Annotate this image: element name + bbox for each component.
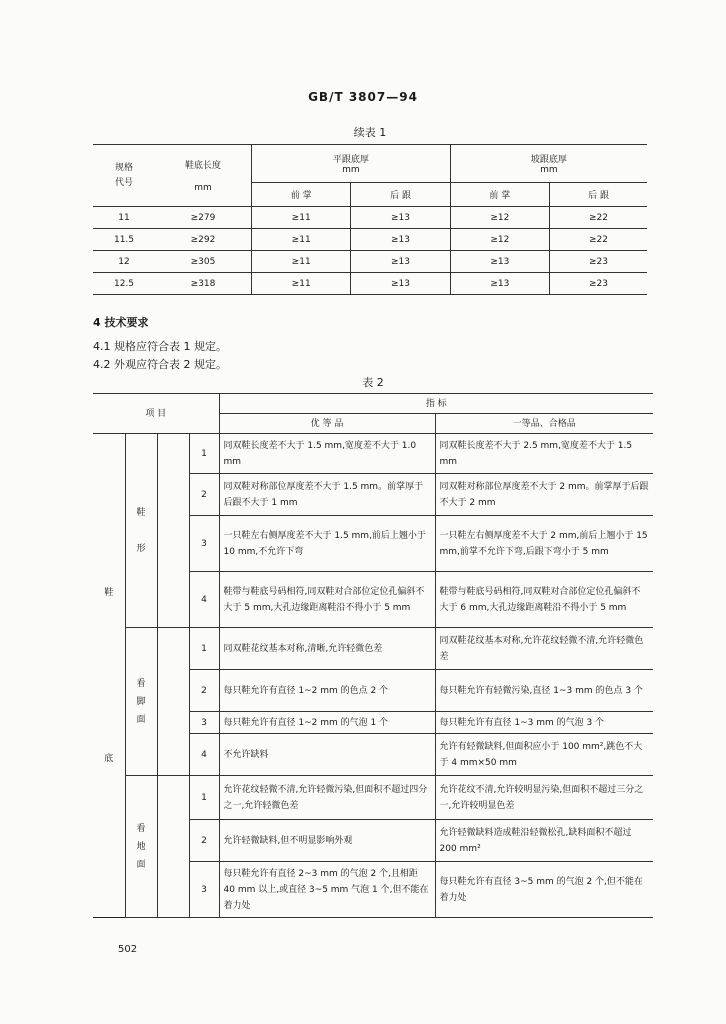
t2-cell-grade2: 一只鞋左右侧厚度差不大于 2 mm,前后上翘小于 15 mm,前掌不允许下弯,后跟下弯小于 5 mm	[435, 516, 653, 572]
t2-cell-grade1: 每只鞋允许有直径 1~2 mm 的色点 2 个	[219, 670, 435, 712]
t2-row-num: 2	[189, 670, 219, 712]
t2-group-main-2: 底	[104, 753, 114, 764]
table1-cell: ≥11	[252, 207, 351, 229]
table1-cell: ≥305	[155, 251, 252, 273]
table1-cell: ≥13	[450, 251, 549, 273]
t2-cell-grade2: 允许花纹不清,允许较明显污染,但面积不超过三分之一,允许较明显色差	[435, 776, 653, 820]
t2-cell-grade2: 每只鞋允许有直径 1~3 mm 的气泡 3 个	[435, 712, 653, 734]
t2-row-num: 2	[189, 820, 219, 862]
t1-head-flat-label: 平跟底厚	[332, 155, 369, 165]
t1-head-code: 规格 代号	[93, 145, 155, 207]
t2-cell-grade2: 允许有轻微缺料,但面积应小于 100 mm²,跳色不大于 4 mm×50 mm	[435, 734, 653, 776]
table1-cell: ≥11	[252, 229, 351, 251]
t1-head-flat-unit: mm	[342, 165, 360, 175]
t2-spacer-3	[157, 776, 189, 918]
t2-row-num: 3	[189, 712, 219, 734]
t1-head-flat-back: 后 跟	[351, 183, 450, 207]
t2-row-num: 2	[189, 474, 219, 516]
t2-cell-grade1: 不允许缺料	[219, 734, 435, 776]
page-number: 502	[118, 944, 138, 955]
t2-row-num: 1	[189, 628, 219, 670]
t2-cell-grade1: 同双鞋花纹基本对称,清晰,允许轻微色差	[219, 628, 435, 670]
t2-group-main	[93, 434, 125, 918]
t2-cell-grade1: 鞋带与鞋底号码相符,同双鞋对合部位定位孔偏斜不大于 5 mm,大孔边缘距离鞋沿不得小于 5 mm	[219, 572, 435, 628]
t1-head-slope-unit: mm	[540, 165, 558, 175]
t2-cell-grade2: 每只鞋允许有轻微污染,直径 1~3 mm 的色点 3 个	[435, 670, 653, 712]
table1-cell: ≥13	[351, 273, 450, 295]
t2-cell-grade2: 鞋带与鞋底号码相符,同双鞋对合部位定位孔偏斜不大于 6 mm,大孔边缘距离鞋沿不得小于 5 mm	[435, 572, 653, 628]
table1-cell: ≥11	[252, 273, 351, 295]
t2-cell-grade1: 每只鞋允许有直径 2~3 mm 的气泡 2 个,且相距 40 mm 以上,或直径 3~5 mm 气泡 1 个,但不能在着力处	[219, 862, 435, 918]
t1-head-flat	[252, 145, 451, 183]
t2-head-item: 项 目	[93, 394, 219, 434]
t1-head-length	[155, 145, 252, 207]
table1	[93, 144, 647, 295]
t2-cell-grade1: 一只鞋左右侧厚度差不大于 1.5 mm,前后上翘小于 10 mm,不允许下弯	[219, 516, 435, 572]
table1-cell: ≥13	[351, 251, 450, 273]
t2-cell-grade1: 同双鞋对称部位厚度差不大于 1.5 mm。前掌厚于后跟不大于 1 mm	[219, 474, 435, 516]
t1-head-slope-back: 后 跟	[550, 183, 647, 207]
table1-cell: ≥13	[450, 273, 549, 295]
t2-cell-grade2: 同双鞋对称部位厚度差不大于 2 mm。前掌厚于后跟不大于 2 mm	[435, 474, 653, 516]
table1-cell: ≥279	[155, 207, 252, 229]
table1-row	[93, 251, 647, 273]
table1-cell: ≥292	[155, 229, 252, 251]
table1-cell: ≥11	[252, 251, 351, 273]
t2-head-grade2: 一等品、合格品	[435, 414, 653, 434]
t2-cell-grade2: 每只鞋允许有直径 3~5 mm 的气泡 2 个,但不能在着力处	[435, 862, 653, 918]
t2-cell-grade2: 同双鞋长度差不大于 2.5 mm,宽度差不大于 1.5 mm	[435, 434, 653, 474]
table1-caption: 续表 1	[353, 126, 387, 139]
t2-group-main-1: 鞋	[104, 587, 114, 598]
table1-row	[93, 273, 647, 295]
t2-cell-grade1: 每只鞋允许有直径 1~2 mm 的气泡 1 个	[219, 712, 435, 734]
t2-row-num: 1	[189, 434, 219, 474]
t1-head-slope	[450, 145, 647, 183]
table1-row	[93, 207, 647, 229]
table1-cell: ≥12	[450, 207, 549, 229]
table1-cell: ≥13	[351, 229, 450, 251]
t2-head-index: 指 标	[219, 394, 653, 414]
t2-group-instep: 看 脚 面	[125, 628, 157, 776]
section-item-4-1: 4.1 规格应符合表 1 规定。	[93, 340, 227, 353]
table1-cell: 11	[93, 207, 155, 229]
table1-cell: ≥12	[450, 229, 549, 251]
t2-cell-grade1: 允许花纹轻微不清,允许轻微污染,但面积不超过四分之一,允许轻微色差	[219, 776, 435, 820]
t2-group-ground: 看 地 面	[125, 776, 157, 918]
table1-cell: ≥22	[550, 229, 647, 251]
t1-head-length-label: 鞋底长度	[184, 161, 221, 171]
t1-head-length-unit: mm	[194, 183, 212, 193]
t2-row-num: 3	[189, 516, 219, 572]
t2-spacer-1	[157, 434, 189, 628]
t2-spacer-2	[157, 628, 189, 776]
table1-cell: 11.5	[93, 229, 155, 251]
table1-cell: 12.5	[93, 273, 155, 295]
table1-cell: 12	[93, 251, 155, 273]
t2-row-num: 4	[189, 572, 219, 628]
t2-cell-grade1: 同双鞋长度差不大于 1.5 mm,宽度差不大于 1.0 mm	[219, 434, 435, 474]
t1-head-slope-label: 坡跟底厚	[530, 155, 567, 165]
section-item-4-2: 4.2 外观应符合表 2 规定。	[93, 358, 227, 371]
t2-cell-grade1: 允许轻微缺料,但不明显影响外观	[219, 820, 435, 862]
t2-cell-grade2: 同双鞋花纹基本对称,允许花纹轻微不清,允许轻微色差	[435, 628, 653, 670]
table2-caption: 表 2	[362, 376, 384, 389]
table1-cell: ≥23	[550, 273, 647, 295]
t2-cell-grade2: 允许轻微缺料造成鞋沿轻微松孔,缺料面积不超过 200 mm²	[435, 820, 653, 862]
standard-code: GB/T 3807—94	[308, 90, 418, 104]
t2-row-num: 1	[189, 776, 219, 820]
t2-group-shape: 鞋 形	[125, 434, 157, 628]
section-title: 4 技术要求	[93, 316, 149, 329]
t1-head-flat-front: 前 掌	[252, 183, 351, 207]
t2-row-num: 4	[189, 734, 219, 776]
table1-cell: ≥22	[550, 207, 647, 229]
t2-row-num: 3	[189, 862, 219, 918]
table1-cell: ≥23	[550, 251, 647, 273]
t2-head-grade1: 优 等 品	[219, 414, 435, 434]
table1-cell: ≥318	[155, 273, 252, 295]
table1-row	[93, 229, 647, 251]
t1-head-slope-front: 前 掌	[450, 183, 549, 207]
table1-cell: ≥13	[351, 207, 450, 229]
table2	[93, 393, 653, 918]
